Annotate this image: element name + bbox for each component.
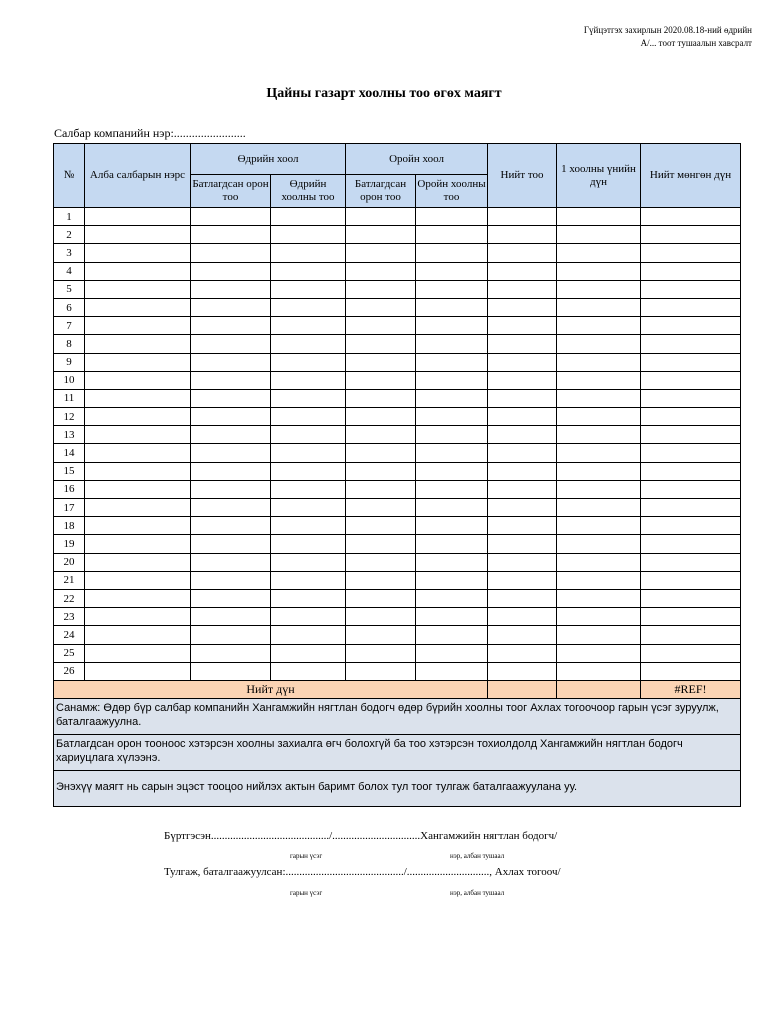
entry-cell[interactable] (488, 298, 557, 316)
entry-cell[interactable] (271, 553, 346, 571)
entry-cell[interactable] (346, 426, 416, 444)
entry-cell[interactable] (416, 535, 488, 553)
verified-by-line: Тулгаж, баталгаажуулсан:.........................................../.............................., Ахлах тогооч/ (164, 866, 561, 878)
entry-cell[interactable] (85, 480, 191, 498)
entry-cell[interactable] (416, 644, 488, 662)
entry-cell[interactable] (641, 444, 741, 462)
entry-cell[interactable] (416, 499, 488, 517)
entry-cell[interactable] (416, 553, 488, 571)
entry-cell[interactable] (641, 335, 741, 353)
entry-cell[interactable] (416, 608, 488, 626)
entry-cell[interactable] (488, 553, 557, 571)
entry-cell[interactable] (557, 389, 641, 407)
entry-cell[interactable] (557, 408, 641, 426)
header-total-count: Нийт тоо (488, 144, 557, 208)
entry-cell[interactable] (488, 662, 557, 680)
entry-cell[interactable] (488, 608, 557, 626)
entry-cell[interactable] (85, 499, 191, 517)
entry-cell[interactable] (271, 626, 346, 644)
verified-name-caption: нэр, албан тушаал (450, 889, 505, 897)
entry-cell[interactable] (557, 662, 641, 680)
entry-cell[interactable] (85, 553, 191, 571)
table-row (54, 517, 741, 535)
entry-cell[interactable] (416, 426, 488, 444)
entry-cell[interactable] (346, 499, 416, 517)
table-row (54, 608, 741, 626)
row-number: 15 (54, 462, 85, 480)
entry-cell[interactable] (416, 517, 488, 535)
row-number: 20 (54, 553, 85, 571)
entry-cell[interactable] (641, 553, 741, 571)
entry-cell[interactable] (85, 353, 191, 371)
row-number: 25 (54, 644, 85, 662)
row-number: 23 (54, 608, 85, 626)
header-dinner-group: Оройн хоол (346, 144, 488, 175)
entry-cell[interactable] (557, 353, 641, 371)
entry-cell[interactable] (191, 462, 271, 480)
entry-cell[interactable] (85, 444, 191, 462)
table-row (54, 353, 741, 371)
note-row (54, 734, 741, 770)
note-row (54, 698, 741, 734)
entry-cell[interactable] (346, 317, 416, 335)
entry-cell[interactable] (557, 480, 641, 498)
entry-cell[interactable] (488, 517, 557, 535)
row-number: 3 (54, 244, 85, 262)
entry-cell[interactable] (191, 626, 271, 644)
entry-cell[interactable] (557, 553, 641, 571)
entry-cell[interactable] (191, 426, 271, 444)
entry-cell[interactable] (641, 244, 741, 262)
entry-cell[interactable] (488, 208, 557, 226)
table-row (54, 298, 741, 316)
entry-cell[interactable] (271, 208, 346, 226)
order-reference (584, 24, 752, 50)
entry-cell[interactable] (85, 571, 191, 589)
header-confirmed-staff-dinner: Батлагдсан орон тоо (346, 175, 416, 208)
row-number: 19 (54, 535, 85, 553)
entry-cell[interactable] (416, 408, 488, 426)
entry-cell[interactable] (85, 644, 191, 662)
row-number: 16 (54, 480, 85, 498)
entry-cell[interactable] (85, 244, 191, 262)
entry-cell[interactable] (191, 371, 271, 389)
row-number: 1 (54, 208, 85, 226)
entry-cell[interactable] (416, 444, 488, 462)
entry-cell[interactable] (346, 335, 416, 353)
entry-cell[interactable] (85, 608, 191, 626)
entry-cell[interactable] (271, 444, 346, 462)
entry-cell[interactable] (85, 262, 191, 280)
entry-cell[interactable] (557, 626, 641, 644)
entry-cell[interactable] (641, 371, 741, 389)
total-label: Нийт дүн (54, 680, 488, 698)
table-row (54, 462, 741, 480)
entry-cell[interactable] (271, 298, 346, 316)
entry-cell[interactable] (271, 426, 346, 444)
entry-cell[interactable] (191, 280, 271, 298)
entry-cell[interactable] (85, 280, 191, 298)
entry-cell[interactable] (191, 571, 271, 589)
table-row (54, 589, 741, 607)
row-number: 11 (54, 389, 85, 407)
row-number: 12 (54, 408, 85, 426)
entry-cell[interactable] (85, 317, 191, 335)
entry-cell[interactable] (346, 517, 416, 535)
entry-cell[interactable] (346, 389, 416, 407)
table-row (54, 335, 741, 353)
entry-cell[interactable] (416, 244, 488, 262)
table-row (54, 480, 741, 498)
entry-cell[interactable] (488, 462, 557, 480)
entry-cell[interactable] (416, 335, 488, 353)
entry-cell[interactable] (346, 371, 416, 389)
entry-cell[interactable] (85, 389, 191, 407)
entry-cell[interactable] (488, 244, 557, 262)
entry-cell[interactable] (85, 408, 191, 426)
entry-cell[interactable] (488, 371, 557, 389)
entry-cell[interactable] (271, 317, 346, 335)
entry-cell[interactable] (85, 426, 191, 444)
reconciliation-note: Энэхүү маягт нь сарын эцэст тооцоо нийлэх актын баримт болох тул тоог тулгаж баталгаажуулана уу. (54, 770, 741, 806)
header-unit-price: 1 хоолны үнийн дүн (557, 144, 641, 208)
entry-cell[interactable] (641, 499, 741, 517)
entry-cell[interactable] (488, 444, 557, 462)
entry-cell[interactable] (416, 317, 488, 335)
entry-cell[interactable] (641, 462, 741, 480)
row-number: 22 (54, 589, 85, 607)
entry-cell[interactable] (191, 208, 271, 226)
entry-cell[interactable] (488, 408, 557, 426)
entry-cell[interactable] (641, 626, 741, 644)
entry-cell[interactable] (271, 371, 346, 389)
entry-cell[interactable] (641, 608, 741, 626)
table-row (54, 553, 741, 571)
entry-cell[interactable] (191, 589, 271, 607)
entry-cell[interactable] (191, 389, 271, 407)
entry-cell[interactable] (346, 553, 416, 571)
entry-cell[interactable] (641, 298, 741, 316)
note-row (54, 770, 741, 806)
row-number: 26 (54, 662, 85, 680)
entry-cell[interactable] (191, 444, 271, 462)
entry-cell[interactable] (488, 426, 557, 444)
entry-cell[interactable] (557, 535, 641, 553)
entry-cell[interactable] (346, 244, 416, 262)
header-dinner-count: Оройн хоолны тоо (416, 175, 488, 208)
header-number: № (54, 144, 85, 208)
entry-cell[interactable] (191, 608, 271, 626)
entry-cell[interactable] (416, 462, 488, 480)
entry-cell[interactable] (271, 353, 346, 371)
entry-cell[interactable] (271, 589, 346, 607)
entry-cell[interactable] (641, 389, 741, 407)
entry-cell[interactable] (488, 335, 557, 353)
table-row (54, 571, 741, 589)
entry-cell[interactable] (641, 662, 741, 680)
entry-cell[interactable] (191, 298, 271, 316)
table-row (54, 226, 741, 244)
header-lunch-group: Өдрийн хоол (191, 144, 346, 175)
entry-cell[interactable] (346, 608, 416, 626)
entry-cell[interactable] (85, 226, 191, 244)
entry-cell[interactable] (271, 462, 346, 480)
entry-cell[interactable] (346, 535, 416, 553)
entry-cell[interactable] (191, 408, 271, 426)
entry-cell[interactable] (346, 280, 416, 298)
entry-cell[interactable] (346, 626, 416, 644)
table-row (54, 644, 741, 662)
entry-cell[interactable] (271, 535, 346, 553)
entry-cell[interactable] (641, 535, 741, 553)
entry-cell[interactable] (416, 353, 488, 371)
entry-cell[interactable] (416, 262, 488, 280)
entry-cell[interactable] (641, 262, 741, 280)
entry-cell[interactable] (271, 226, 346, 244)
order-reference-line-2: А/... тоот тушаалын хавсралт (640, 38, 752, 48)
header-lunch-count: Өдрийн хоолны тоо (271, 175, 346, 208)
table-row (54, 317, 741, 335)
table-row (54, 371, 741, 389)
entry-cell[interactable] (557, 589, 641, 607)
entry-cell[interactable] (641, 644, 741, 662)
table-row (54, 426, 741, 444)
entry-cell[interactable] (488, 499, 557, 517)
entry-cell[interactable] (557, 608, 641, 626)
row-number: 5 (54, 280, 85, 298)
entry-cell[interactable] (346, 462, 416, 480)
entry-cell[interactable] (488, 589, 557, 607)
entry-cell[interactable] (191, 553, 271, 571)
entry-cell[interactable] (641, 208, 741, 226)
entry-cell[interactable] (346, 444, 416, 462)
verified-signature-caption: гарын үсэг (290, 889, 323, 897)
entry-cell[interactable] (416, 480, 488, 498)
entry-cell[interactable] (85, 535, 191, 553)
entry-cell[interactable] (488, 262, 557, 280)
table-row (54, 244, 741, 262)
entry-cell[interactable] (488, 353, 557, 371)
entry-cell[interactable] (271, 571, 346, 589)
entry-cell[interactable] (85, 298, 191, 316)
entry-cell[interactable] (85, 589, 191, 607)
total-row (54, 680, 741, 698)
entry-cell[interactable] (641, 408, 741, 426)
entry-cell[interactable] (271, 262, 346, 280)
table-row (54, 444, 741, 462)
entry-cell[interactable] (488, 626, 557, 644)
entry-cell[interactable] (416, 662, 488, 680)
entry-cell[interactable] (416, 226, 488, 244)
table-row (54, 389, 741, 407)
entry-cell[interactable] (191, 244, 271, 262)
entry-cell[interactable] (271, 499, 346, 517)
entry-cell[interactable] (191, 499, 271, 517)
entry-cell[interactable] (416, 589, 488, 607)
entry-cell[interactable] (346, 262, 416, 280)
entry-cell[interactable] (488, 226, 557, 244)
entry-cell[interactable] (641, 571, 741, 589)
entry-cell[interactable] (191, 644, 271, 662)
table-row (54, 262, 741, 280)
registered-signature-caption: гарын үсэг (290, 852, 323, 860)
entry-cell[interactable] (346, 208, 416, 226)
entry-cell[interactable] (488, 535, 557, 553)
entry-cell[interactable] (641, 480, 741, 498)
total-unit-price-cell[interactable] (557, 680, 641, 698)
registered-by-line: Бүртгэсэн.........................................../................................Хангамжийн нягтлан бодогч/ (164, 830, 558, 842)
entry-cell[interactable] (271, 280, 346, 298)
entry-cell[interactable] (85, 517, 191, 535)
entry-cell[interactable] (557, 517, 641, 535)
entry-cell[interactable] (416, 389, 488, 407)
row-number: 9 (54, 353, 85, 371)
row-number: 7 (54, 317, 85, 335)
row-number: 24 (54, 626, 85, 644)
entry-cell[interactable] (346, 644, 416, 662)
entry-cell[interactable] (416, 571, 488, 589)
table-row (54, 626, 741, 644)
entry-cell[interactable] (488, 644, 557, 662)
entry-cell[interactable] (191, 662, 271, 680)
entry-cell[interactable] (346, 662, 416, 680)
row-number: 17 (54, 499, 85, 517)
entry-cell[interactable] (271, 662, 346, 680)
entry-cell[interactable] (641, 280, 741, 298)
entry-cell[interactable] (191, 353, 271, 371)
row-number: 13 (54, 426, 85, 444)
entry-cell[interactable] (488, 480, 557, 498)
entry-cell[interactable] (557, 444, 641, 462)
header-department: Алба салбарын нэрс (85, 144, 191, 208)
entry-cell[interactable] (346, 589, 416, 607)
entry-cell[interactable] (557, 208, 641, 226)
entry-cell[interactable] (557, 317, 641, 335)
header-confirmed-staff-lunch: Батлагдсан орон тоо (191, 175, 271, 208)
header-total-amount: Нийт мөнгөн дүн (641, 144, 741, 208)
order-reference-line-1: Гүйцэтгэх захирлын 2020.08.18-ний өдрийн (583, 25, 752, 35)
meal-count-table (53, 143, 741, 807)
entry-cell[interactable] (416, 371, 488, 389)
entry-cell[interactable] (85, 662, 191, 680)
table-row (54, 208, 741, 226)
entry-cell[interactable] (271, 389, 346, 407)
table-row (54, 535, 741, 553)
entry-cell[interactable] (346, 226, 416, 244)
branch-name-label: Салбар компанийн нэр:........................ (54, 126, 246, 140)
entry-cell[interactable] (416, 208, 488, 226)
entry-cell[interactable] (557, 335, 641, 353)
entry-cell[interactable] (191, 480, 271, 498)
entry-cell[interactable] (85, 208, 191, 226)
row-number: 6 (54, 298, 85, 316)
entry-cell[interactable] (85, 335, 191, 353)
reminder-note: Санамж: Өдөр бүр салбар компанийн Хангамжийн нягтлан бодогч өдөр бүрийн хоолны тоог Ахлах тогоочоор гарын үсэг зуруулж, баталгаажуулна. (54, 698, 741, 734)
table-row (54, 280, 741, 298)
entry-cell[interactable] (191, 535, 271, 553)
entry-cell[interactable] (85, 371, 191, 389)
entry-cell[interactable] (488, 280, 557, 298)
entry-cell[interactable] (346, 298, 416, 316)
entry-cell[interactable] (488, 571, 557, 589)
entry-cell[interactable] (557, 280, 641, 298)
page-title: Цайны газарт хоолны тоо өгөх маягт (266, 86, 502, 101)
entry-cell[interactable] (271, 244, 346, 262)
entry-cell[interactable] (346, 408, 416, 426)
entry-cell[interactable] (346, 571, 416, 589)
entry-cell[interactable] (641, 589, 741, 607)
entry-cell[interactable] (557, 371, 641, 389)
entry-cell[interactable] (271, 608, 346, 626)
entry-cell[interactable] (557, 244, 641, 262)
entry-cell[interactable] (557, 262, 641, 280)
entry-cell[interactable] (416, 280, 488, 298)
total-amount-value: #REF! (641, 680, 741, 698)
entry-cell[interactable] (557, 298, 641, 316)
entry-cell[interactable] (557, 462, 641, 480)
entry-cell[interactable] (416, 298, 488, 316)
row-number: 14 (54, 444, 85, 462)
entry-cell[interactable] (191, 317, 271, 335)
row-number: 10 (54, 371, 85, 389)
entry-cell[interactable] (191, 517, 271, 535)
entry-cell[interactable] (271, 480, 346, 498)
row-number: 2 (54, 226, 85, 244)
row-number: 8 (54, 335, 85, 353)
entry-cell[interactable] (641, 317, 741, 335)
row-number: 21 (54, 571, 85, 589)
table-row (54, 662, 741, 680)
entry-cell[interactable] (641, 226, 741, 244)
table-row (54, 408, 741, 426)
total-count-cell[interactable] (488, 680, 557, 698)
entry-cell[interactable] (557, 226, 641, 244)
registered-name-caption: нэр, албан тушаал (450, 852, 505, 860)
entry-cell[interactable] (557, 426, 641, 444)
entry-cell[interactable] (557, 571, 641, 589)
entry-cell[interactable] (271, 408, 346, 426)
row-number: 18 (54, 517, 85, 535)
entry-cell[interactable] (346, 480, 416, 498)
entry-cell[interactable] (191, 226, 271, 244)
entry-cell[interactable] (641, 426, 741, 444)
entry-cell[interactable] (271, 644, 346, 662)
overlimit-note: Батлагдсан орон тооноос хэтэрсэн хоолны захиалга өгч болохгүй ба тоо хэтэрсэн тохиолдолд Хангамжийн нягтлан бодогч хариуцлага хүлээнэ. (54, 734, 741, 770)
entry-cell[interactable] (85, 462, 191, 480)
entry-cell[interactable] (271, 517, 346, 535)
entry-cell[interactable] (191, 335, 271, 353)
entry-cell[interactable] (641, 353, 741, 371)
entry-cell[interactable] (85, 626, 191, 644)
entry-cell[interactable] (557, 644, 641, 662)
entry-cell[interactable] (488, 389, 557, 407)
entry-cell[interactable] (191, 262, 271, 280)
entry-cell[interactable] (641, 517, 741, 535)
entry-cell[interactable] (271, 335, 346, 353)
entry-cell[interactable] (557, 499, 641, 517)
entry-cell[interactable] (346, 353, 416, 371)
entry-cell[interactable] (488, 317, 557, 335)
row-number: 4 (54, 262, 85, 280)
table-row (54, 499, 741, 517)
entry-cell[interactable] (416, 626, 488, 644)
